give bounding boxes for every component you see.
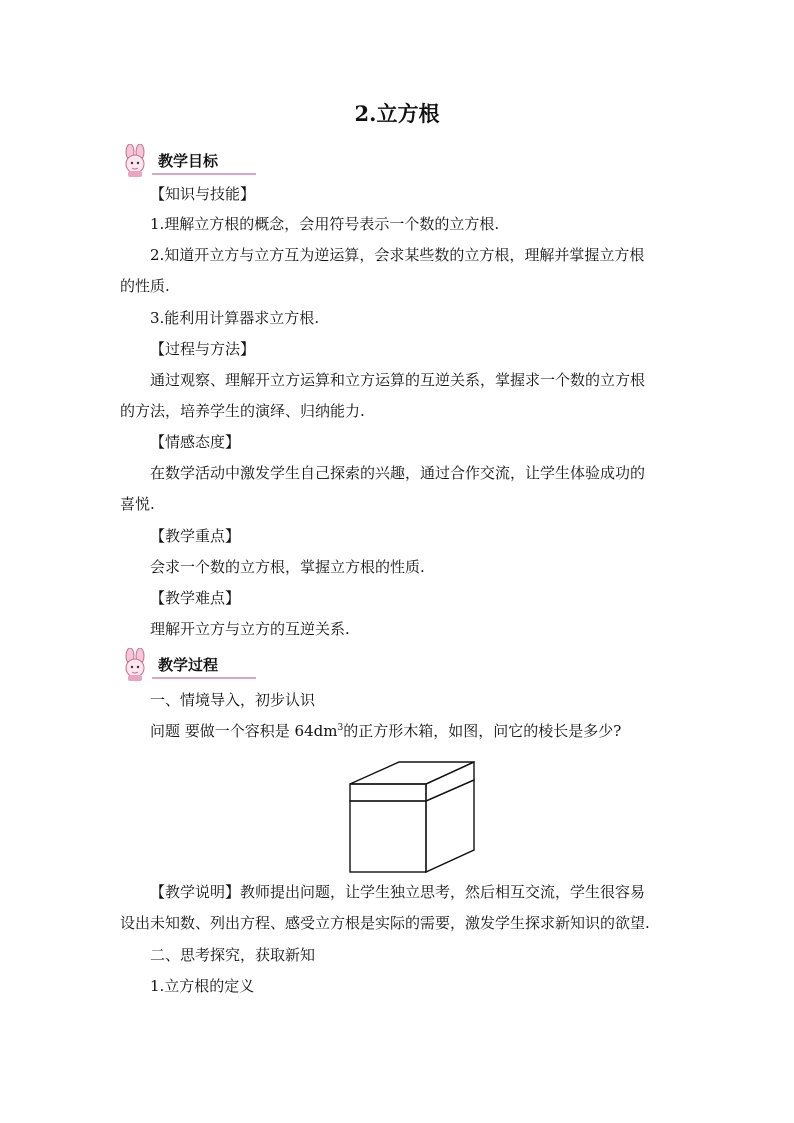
teaching-note-b: 设出未知数、列出方程、感受立方根是实际的需要，激发学生探求新知识的欲望. (120, 914, 650, 932)
knowledge-item-3: 3.能利用计算器求立方根. (150, 309, 320, 327)
problem-statement (150, 721, 710, 741)
emotion-text-a: 在数学活动中激发学生自己探索的兴趣，通过合作交流，让学生体验成功的 (150, 464, 646, 482)
section-underline (152, 677, 256, 679)
problem-text-post: 的正方形木箱，如图，问它的棱长是多少? (343, 722, 622, 740)
knowledge-item-2b: 的性质. (120, 277, 170, 295)
box-body-front (350, 801, 426, 872)
cartoon-rabbit-icon (118, 144, 154, 178)
process-heading: 【过程与方法】 (150, 340, 256, 358)
problem-text-pre: 问题 要做一个容积是 64dm (150, 722, 338, 740)
box-lid-front (350, 784, 426, 801)
difficulty-heading: 【教学难点】 (150, 589, 241, 607)
step-1-heading: 一、情境导入，初步认识 (150, 691, 316, 709)
knowledge-item-2a: 2.知道开立方与立方互为逆运算，会求某些数的立方根，理解并掌握立方根 (150, 246, 645, 264)
step-2-heading: 二、思考探究，获取新知 (150, 946, 316, 964)
key-point-heading: 【教学重点】 (150, 527, 241, 545)
box-lid-side (426, 762, 474, 801)
section-header-objectives (118, 144, 258, 178)
knowledge-heading: 【知识与技能】 (150, 185, 256, 203)
box-figure (346, 758, 478, 876)
page-title: 2.立方根 (354, 101, 440, 126)
box-top-face (350, 762, 474, 784)
section-header-process (118, 648, 258, 682)
definition-heading: 1.立方根的定义 (150, 977, 255, 995)
emotion-heading: 【情感态度】 (150, 433, 241, 451)
difficulty-text: 理解开立方与立方的互逆关系. (150, 620, 350, 638)
process-text-a: 通过观察、理解开立方运算和立方运算的互逆关系，掌握求一个数的立方根 (150, 371, 646, 389)
section-label-objectives: 教学目标 (158, 152, 219, 170)
cartoon-rabbit-icon (118, 648, 154, 682)
box-body-side (426, 780, 474, 872)
section-label-process: 教学过程 (158, 656, 219, 674)
process-text-b: 的方法，培养学生的演绎、归纳能力. (120, 402, 365, 420)
key-point-text: 会求一个数的立方根，掌握立方根的性质. (150, 558, 425, 576)
emotion-text-b: 喜悦. (120, 495, 155, 513)
section-underline (152, 173, 256, 175)
teaching-note-a: 【教学说明】教师提出问题，让学生独立思考，然后相互交流，学生很容易 (150, 883, 646, 901)
knowledge-item-1: 1.理解立方根的概念，会用符号表示一个数的立方根. (150, 215, 500, 233)
problem-superscript: 3 (337, 723, 344, 733)
